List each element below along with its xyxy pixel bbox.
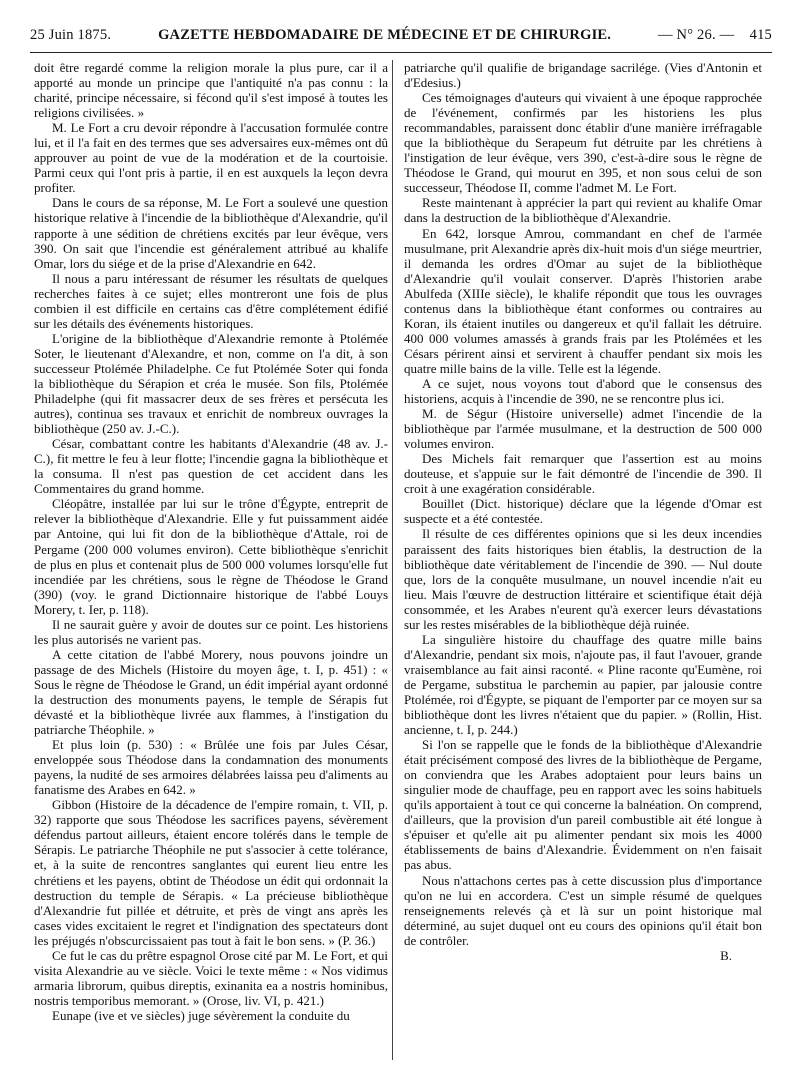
header-rule bbox=[30, 52, 772, 53]
paragraph: Ce fut le cas du prêtre espagnol Orose cité par M. Le Fort, et qui visita Alexandrie au ve siècle. Voici le texte même : « Nos vidimus armaria librorum, quibus direptis, exinanita ea a nostris hominibus, nostris temporibus memorant. » (Orose, liv. VI, p. 421.) bbox=[34, 947, 388, 1008]
paragraph: Dans le cours de sa réponse, M. Le Fort a soulevé une question historique relative à l'incendie de la bibliothèque d'Alexandrie, qu'il rapporte à une sédition de chrétiens excités par leur évêque, vers 390. On sait que l'incendie est généralement attribué au khalife Omar, lors du siége et de la prise d'Alexandrie en 642. bbox=[34, 195, 388, 271]
header-issue-page bbox=[658, 27, 772, 44]
paragraph: Si l'on se rappelle que le fonds de la bibliothèque d'Alexandrie était précisément composé des livres de la bibliothèque de Pergame, on conviendra que les Arabes adoptaient pour leurs bains un singulier mode de chauffage, peu en rapport avec les soins habituels qu'ils apportaient à tout ce qui concerne la balnéation. On comprend, d'ailleurs, que la provision d'un pareil combustible ait été longue à s'épuiser et qu'elle ait pu alimenter pendant six mois les 4000 établissements de bains d'Alexandrie. Évidemment on n'en faisait pas abus. bbox=[404, 737, 762, 873]
paragraph: Cléopâtre, installée par lui sur le trône d'Égypte, entreprit de relever la bibliothèque d'Alexandrie. Elle y fut puissamment aidée par Antoine, qui lui fit don de la bibliothèque d'Attale, roi de Pergame (200 000 volumes environ). Cette bibliothèque s'enrichit de plus en plus et contenait plus de 500 000 volumes lorsqu'elle fut incendiée par les chrétiens, sous le règne de Théodose le Grand (390) (voy. le grand Dictionnaire historique de l'abbé Louys Morery, t. Ier, p. 118). bbox=[34, 496, 388, 617]
paragraph: Il ne saurait guère y avoir de doutes sur ce point. Les historiens les plus autorisés ne varient pas. bbox=[34, 616, 388, 647]
author-signature: B. bbox=[720, 947, 732, 963]
paragraph: Eunape (ive et ve siècles) juge sévèrement la conduite du bbox=[52, 1007, 350, 1023]
page-header bbox=[30, 22, 772, 48]
paragraph: Bouillet (Dict. historique) déclare que la légende d'Omar est suspecte et a été contestée. bbox=[404, 496, 762, 527]
paragraph: doit être regardé comme la religion morale la plus pure, car il a apporté au monde un principe que l'antiquité n'a pas connu : la charité, principe nécessaire, si fécond qu'il s'est imposé à toutes les religions civilisées. » bbox=[34, 60, 388, 121]
paragraph: A cette citation de l'abbé Morery, nous pouvons joindre un passage de des Michels (Histoire du moyen âge, t. I, p. 451) : « Sous le règne de Théodose le Grand, un édit impérial ayant ordonné la destruction des monuments payens, le temple de Sérapis fut dévasté et la bibliothèque livrée aux flammes, à l'instigation du patriarche Théophile. » bbox=[34, 646, 388, 738]
paragraph: Il résulte de ces différentes opinions que si les deux incendies paraissent des faits historiques bien établis, la destruction de la bibliothèque date véritablement de l'incendie de 390. — Nul doute que, lors de la conquête musulmane, un nouvel incendie n'ait eu lieu. Mais l'œuvre de destruction littéraire et scientifique était déjà consommée, et les Arabes n'eurent qu'à exercer leurs dévastations sur les restes misérables de la bibliothèque déjà ruinée. bbox=[404, 526, 762, 632]
paragraph: Gibbon (Histoire de la décadence de l'empire romain, t. VII, p. 32) rapporte que sous Théodose les sacrifices payens, sévèrement défendus partout ailleurs, étaient encore tolérés dans le temple de Sérapis. Le patriarche Théophile ne put s'associer à cette tolérance, et, à la suite de rencontres sanglantes qui eurent lieu entre les chrétiens et les payens, obtint de Théodose un édit qui ordonnait la destruction du temple de Sérapis. « La précieuse bibliothèque d'Alexandrie fut pillée et détruite, et près de vingt ans après les cases vides excitaient le regret et l'indignation des spectateurs dont les préjugés n'obscurcissaient pas tout à fait le bon sens. » (P. 36.) bbox=[34, 797, 388, 948]
paragraph: Des Michels fait remarquer que l'assertion est au moins douteuse, et s'appuie sur le fait démontré de l'incendie de 390. Il croit à une exagération considérable. bbox=[404, 451, 762, 497]
paragraph: M. Le Fort a cru devoir répondre à l'accusation formulée contre lui, et il l'a fait en des termes que ses adversaires eux-mêmes ont dû approuver au point de vue de la modération et de la courtoisie. Parmi ceux qui l'ont pris à partie, il en est auxquels la leçon devra profiter. bbox=[34, 120, 388, 196]
journal-title: GAZETTE HEBDOMADAIRE DE MÉDECINE ET DE CHIRURGIE. bbox=[158, 26, 612, 43]
left-column bbox=[34, 60, 388, 1023]
paragraph: patriarche qu'il qualifie de brigandage sacrilége. (Vies d'Antonin et d'Edesius.) bbox=[404, 60, 762, 91]
paragraph: Ces témoignages d'auteurs qui vivaient à une époque rapprochée de l'événement, confirmés par les historiens les plus recommandables, paraissent donc établir d'une manière irréfragable que la bibliothèque du Serapeum fut détruite par les chrétiens à l'instigation de leur évêque, vers 390, c'est-à-dire sous le règne de Théodose le Grand, qui mourut en 395, et non sous celui de son successeur, Théodose II, comme l'admet M. Le Fort. bbox=[404, 90, 762, 196]
column-divider bbox=[392, 60, 393, 1060]
right-column bbox=[404, 60, 762, 963]
paragraph: M. de Ségur (Histoire universelle) admet l'incendie de la bibliothèque par l'armée musulmane, et la destruction de 500 000 volumes environ. bbox=[404, 406, 762, 452]
page-number: 415 bbox=[749, 26, 772, 43]
paragraph: Il nous a paru intéressant de résumer les résultats de quelques recherches faites à ce sujet; elles montreront une fois de plus combien il est difficile en certains cas d'être complétement édifié sur les détails des événements historiques. bbox=[34, 270, 388, 331]
paragraph: En 642, lorsque Amrou, commandant en chef de l'armée musulmane, prit Alexandrie après dix-huit mois d'un siége meurtrier, il demanda les ordres d'Omar au sujet de la bibliothèque d'Alexandrie qu'il voulait conserver. D'après l'historien arabe Abulfeda (XIIIe siècle), le khalife répondit que tous les ouvrages contenus dans la bibliothèque étant conformes ou contraires au Koran, ils étaient inutiles ou dangereux et qu'il fallait les détruire. 400 000 volumes amassés à grands frais par les Ptolémées et les Césars périrent ainsi et servirent à chauffer pendant six mois les quatre mille bains de la ville. Telle est la légende. bbox=[404, 225, 762, 376]
header-date: 25 Juin 1875. bbox=[30, 26, 112, 43]
paragraph: Et plus loin (p. 530) : « Brûlée une fois par Jules César, enveloppée sous Théodose dans la condamnation des monuments payens, la nudité de ses armoires délabrées laissa peu d'aliments au fanatisme des Arabes en 642. » bbox=[34, 737, 388, 798]
paragraph: Reste maintenant à apprécier la part qui revient au khalife Omar dans la destruction de la bibliothèque d'Alexandrie. bbox=[404, 195, 762, 226]
issue-number: — N° 26. — bbox=[658, 26, 735, 43]
paragraph: La singulière histoire du chauffage des quatre mille bains d'Alexandrie, pendant six mois, n'ajoute pas, il faut l'avouer, grande vraisemblance au fait ainsi raconté. « Pline raconte qu'Eumène, roi de Pergame, substitua le parchemin au papier, par jalousie contre Ptolémée, roi d'Égypte, se piquant de l'emporter par ce moyen sur sa bibliothèque dont les livres n'étaient que du papier. » (Rollin, Hist. ancienne, t. I, p. 244.) bbox=[404, 631, 762, 738]
paragraph: César, combattant contre les habitants d'Alexandrie (48 av. J.-C.), fit mettre le feu à leur flotte; l'incendie gagna la bibliothèque et la consuma. Il n'est pas question de cet accident dans les Commentaires du grand homme. bbox=[34, 436, 388, 497]
paragraph: L'origine de la bibliothèque d'Alexandrie remonte à Ptolémée Soter, le lieutenant d'Alexandre, et non, comme on l'a dit, à son successeur Ptolémée Philadelphe. Ce fut Ptolémée Soter qui fonda la bibliothèque du Sérapion et créa le musée. Son fils, Ptolémée Philadelphe (qui fit massacrer deux de ses frères et persécuta les autres), continua ses travaux et enrichit de nombreux ouvrages la bibliothèque (250 av. J.-C.). bbox=[34, 330, 388, 437]
paragraph: A ce sujet, nous voyons tout d'abord que le consensus des historiens, acquis à l'incendie de 390, ne se rencontre plus ici. bbox=[404, 375, 762, 407]
paragraph: Nous n'attachons certes pas à cette discussion plus d'importance qu'on ne lui en accordera. C'est un simple résumé de quelques renseignements relevés çà et là sur un point historique mal déterminé, au sujet duquel ont eu cours des opinions qu'il était bon de contrôler. bbox=[404, 872, 762, 948]
